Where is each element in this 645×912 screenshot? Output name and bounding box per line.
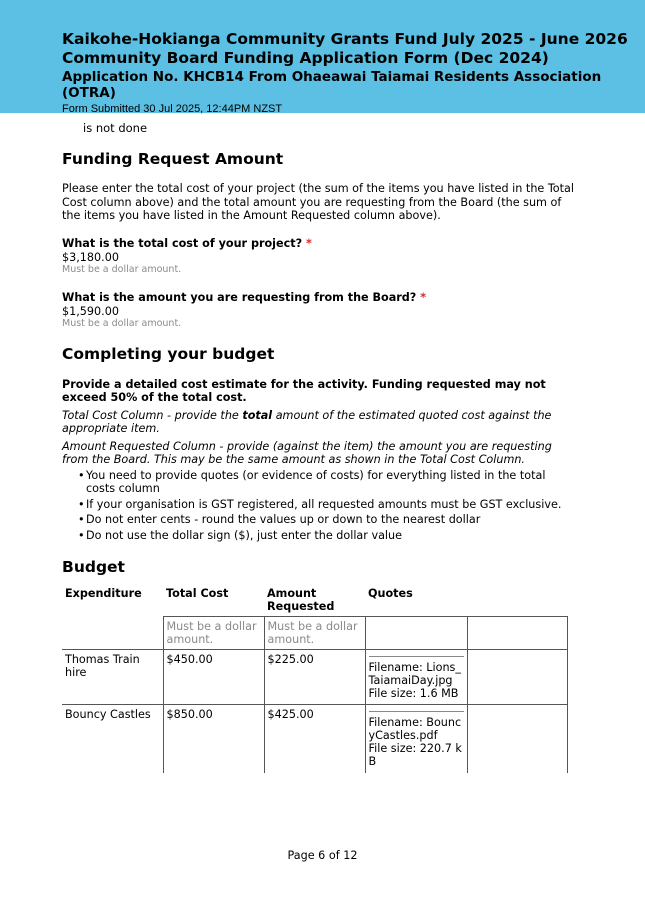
submitted-timestamp: Form Submitted 30 Jul 2025, 12:44PM NZST — [62, 103, 283, 115]
list-item: • Do not use the dollar sign ($), just enter the dollar value — [78, 529, 577, 543]
requested-col-hint: Must be a dollar amount. — [264, 617, 365, 650]
total-cost-cell: $850.00 — [163, 705, 264, 773]
requested-cell: $225.00 — [264, 650, 365, 705]
requested-amount-question: What is the amount you are requesting from the Board? * — [62, 290, 427, 304]
page-header — [0, 0, 645, 113]
table-row — [62, 705, 567, 773]
list-item: • Do not enter cents - round the values up or down to the nearest dollar — [78, 513, 577, 527]
requested-amount-hint: Must be a dollar amount. — [62, 317, 182, 329]
budget-heading: Budget — [62, 558, 125, 576]
funding-intro: Please enter the total cost of your project (the sum of the items you have listed in the Total Cost column above) and the total amount you are requesting from the Board (the sum of the items you have listed in the Amount Requested column above). — [62, 182, 574, 222]
budget-bold-note: Provide a detailed cost estimate for the activity. Funding requested may not exceed 50% of the total cost. — [62, 377, 546, 404]
form-title: Kaikohe-Hokianga Community Grants Fund July 2025 - June 2026 — [62, 30, 628, 48]
budget-rules-list — [78, 469, 577, 543]
amount-requested-instructions: Amount Requested Column - provide (against the item) the amount you are requesting from the Board. This may be the same amount as shown in the Total Cost Column. — [62, 439, 552, 466]
total-cost-question: What is the total cost of your project? * — [62, 236, 312, 250]
status-text: is not done — [83, 121, 148, 135]
requested-cell: $425.00 — [264, 705, 365, 773]
form-content — [62, 121, 577, 577]
requested-amount-answer: $1,590.00 — [62, 304, 119, 318]
application-number: Application No. KHCB14 From Ohaeawai Taiamai Residents Association (OTRA) — [62, 69, 602, 101]
total-cost-instructions: Total Cost Column - provide the total amount of the estimated quoted cost against the appropriate item. — [62, 408, 552, 435]
attachment-filename: Filename: Bounc yCastles.pdf — [368, 716, 462, 742]
budget-table — [62, 585, 568, 773]
form-subtitle: Community Board Funding Application Form (Dec 2024) — [62, 49, 549, 67]
quote-attachment[interactable] — [369, 711, 464, 768]
quotes-hint-cell — [365, 617, 467, 650]
blank-hint-cell — [467, 617, 567, 650]
total-cost-answer: $3,180.00 — [62, 250, 119, 264]
funding-request-heading: Funding Request Amount — [62, 150, 284, 168]
col-header-quotes: Quotes — [368, 587, 413, 600]
attachment-filename: Filename: Lions_ TaiamaiDay.jpg — [368, 661, 461, 687]
required-marker: * — [305, 236, 312, 250]
blank-cell — [467, 650, 567, 705]
list-item: • If your organisation is GST registered, all requested amounts must be GST exclusive. — [78, 498, 577, 512]
quote-file-cell — [365, 650, 467, 705]
table-row — [62, 650, 567, 705]
attachment-filesize: File size: 1.6 MB — [368, 687, 459, 700]
col-header-expenditure: Expenditure — [65, 587, 142, 600]
attachment-filesize: File size: 220.7 k B — [368, 742, 462, 768]
col-header-total-cost: Total Cost — [166, 587, 229, 600]
table-header-row — [62, 585, 567, 617]
total-cost-hint: Must be a dollar amount. — [62, 263, 182, 275]
total-cost-cell: $450.00 — [163, 650, 264, 705]
page-number: Page 6 of 12 — [287, 849, 358, 862]
hint-cell-empty — [62, 617, 163, 650]
quote-attachment[interactable] — [369, 656, 464, 700]
required-marker: * — [420, 290, 427, 304]
col-header-blank — [467, 585, 567, 617]
table-hint-row — [62, 617, 567, 650]
blank-cell — [467, 705, 567, 773]
expenditure-cell: Thomas Train hire — [62, 650, 163, 705]
list-item: • You need to provide quotes (or evidence of costs) for everything listed in the total costs column — [78, 469, 577, 496]
total-cost-col-hint: Must be a dollar amount. — [163, 617, 264, 650]
completing-budget-heading: Completing your budget — [62, 344, 275, 363]
col-header-amount-requested: Amount Requested — [267, 587, 335, 613]
quote-file-cell — [365, 705, 467, 773]
expenditure-cell: Bouncy Castles — [62, 705, 163, 773]
